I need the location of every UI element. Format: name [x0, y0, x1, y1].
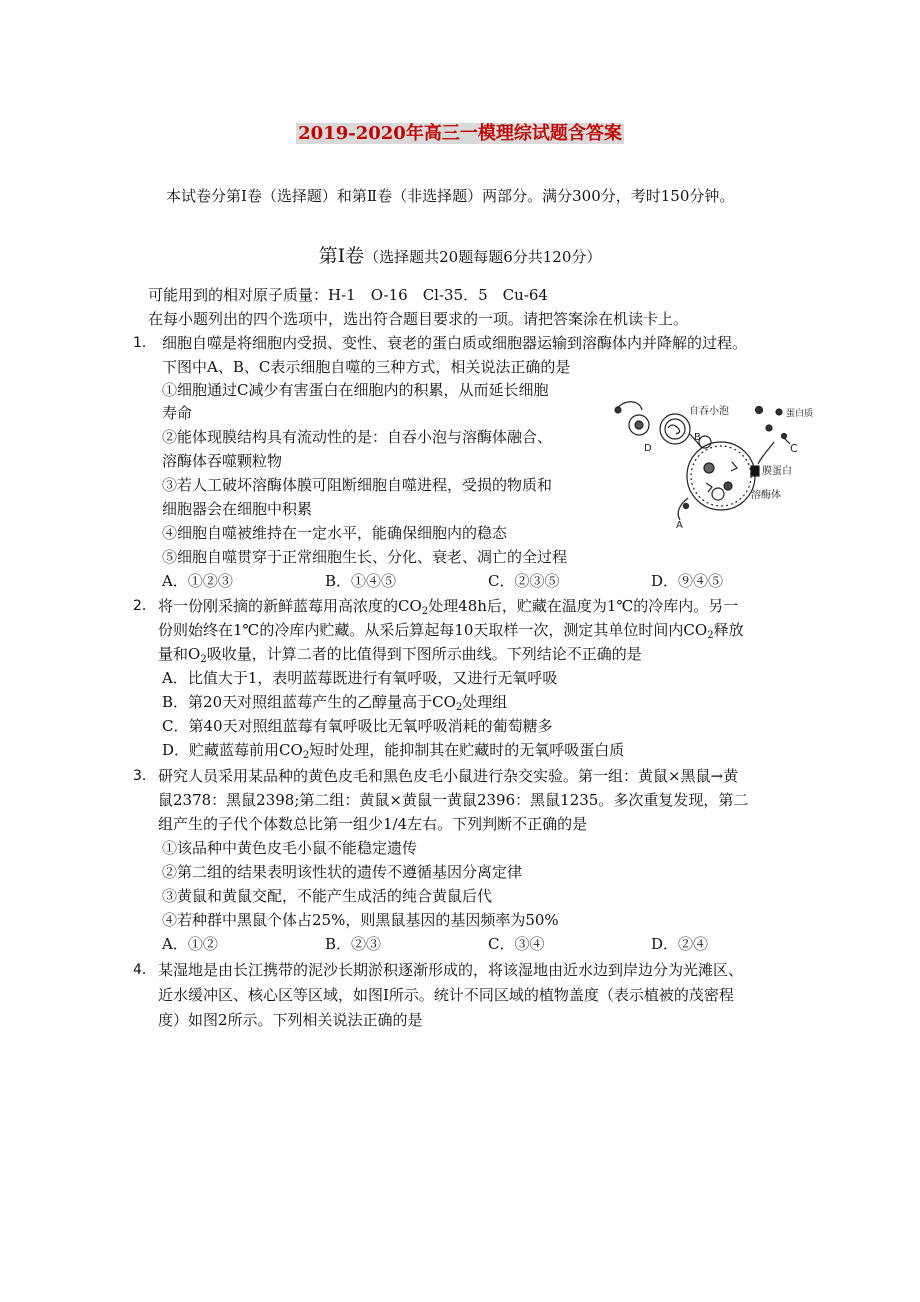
- exam-intro: 本试卷分第Ⅰ卷（选择题）和第Ⅱ卷（非选择题）两部分。满分300分，考时150分钟。: [166, 187, 735, 205]
- q3-stem-line2: 鼠2378：黑鼠2398;第二组：黄鼠×黄鼠一黄鼠2396：黑鼠1235。多次重复发现，第二: [158, 791, 749, 809]
- protein-arrow: [758, 442, 774, 464]
- q2-stem-line2: 份则始终在1℃的冷库内贮藏。从采后算起每10天取样一次，测定其单位时间内$CO_2$释放: [158, 621, 744, 641]
- q1-statement-1a: ①细胞通过C减少有害蛋白在细胞内的积累，从而延长细胞: [162, 381, 549, 399]
- autophagy-diagram: [606, 398, 832, 532]
- q1-stem-line2: 下图中A、B、C表示细胞自噬的三种方式，相关说法正确的是: [162, 358, 571, 376]
- part-1-heading: [0, 246, 920, 267]
- lysosome-inner-membrane: [691, 446, 751, 506]
- q3-statement-1: ①该品种中黄色皮毛小鼠不能稳定遗传: [162, 839, 418, 857]
- mitochondrion: [668, 425, 680, 434]
- instruction: 在每小题列出的四个选项中，选出符合题目要求的一项。请把答案涂在机读卡上。: [148, 310, 689, 328]
- part-1-note: （选择题共20题每题6分共120分）: [364, 248, 602, 266]
- q3-statement-3: ③黄鼠和黄鼠交配，不能产生成活的纯合黄鼠后代: [162, 887, 493, 905]
- label-b: B: [694, 432, 701, 443]
- atomic-masses: 可能用到的相对原子质量：H-1 O-16 Cl-35．5 Cu-64: [148, 286, 548, 304]
- q3-option-c[interactable]: C．③④: [488, 935, 545, 953]
- q1-statement-3a: ③若人工破坏溶酶体膜可阻断细胞自噬进程，受损的物质和: [162, 476, 553, 494]
- q1-number: 1．: [133, 335, 156, 351]
- title-text: 2019-2020年高三一模理综试题含答案: [298, 123, 622, 144]
- membrane-protein: [751, 466, 759, 476]
- q1-option-c[interactable]: C．②③⑤: [488, 572, 560, 590]
- q1-statement-4: ④细胞自噬被维持在一定水平，能确保细胞内的稳态: [162, 524, 508, 542]
- lysosome-content: [731, 462, 737, 471]
- q2-number: 2．: [133, 598, 156, 614]
- label-membrane-protein: 膜蛋白: [762, 466, 792, 477]
- q3-stem-line1: 研究人员采用某品种的黄色皮毛和黑色皮毛小鼠进行杂交实验。第一组：黄鼠×黑鼠→黄: [158, 767, 739, 785]
- q2-option-c[interactable]: C．第40天对照组蓝莓有氧呼吸比无氧呼吸消耗的葡萄糖多: [162, 717, 553, 735]
- particle: [615, 407, 621, 413]
- q4-stem-line1: 某湿地是由长江携带的泥沙长期淤积逐渐形成的，将该湿地由近水边到岸边分为光滩区、: [158, 961, 744, 979]
- q3-number: 3．: [133, 768, 156, 784]
- q1-statement-2a: ②能体现膜结构具有流动性的是：自吞小泡与溶酶体融合、: [162, 428, 553, 446]
- q3-options: [162, 934, 814, 954]
- q1-option-b[interactable]: B．①④⑤: [325, 572, 397, 590]
- label-a: A: [676, 520, 683, 531]
- q4-stem-line3: 度）如图2所示。下列相关说法正确的是: [158, 1011, 423, 1029]
- label-lysosome: 溶酶体: [751, 490, 781, 501]
- q1-stem-line1: 细胞自噬是将细胞内受损、变性、衰老的蛋白质或细胞器运输到溶酶体内并降解的过程。: [162, 334, 748, 352]
- q1-statement-1b: 寿命: [162, 404, 193, 422]
- q1-statement-3b: 细胞器会在细胞中积累: [162, 500, 313, 518]
- label-d: D: [644, 443, 652, 454]
- vesicle-d-core: [635, 421, 643, 429]
- protein-blob: [766, 425, 772, 431]
- q1-statement-5: ⑤细胞自噬贯穿于正常细胞生长、分化、衰老、凋亡的全过程: [162, 548, 568, 566]
- q4-stem-line2: 近水缓冲区、核心区等区域，如图Ⅰ所示。统计不同区域的植物盖度（表示植被的茂密程: [158, 986, 734, 1004]
- q2-option-b[interactable]: B．第20天对照组蓝莓产生的乙醇量高于$CO_2$处理组: [162, 693, 508, 713]
- page-title: [0, 124, 920, 144]
- q4-number: 4．: [133, 962, 156, 978]
- q2-option-a[interactable]: A．比值大于1，表明蓝莓既进行有氧呼吸，又进行无氧呼吸: [162, 669, 558, 687]
- part-1-title: 第Ⅰ卷: [318, 245, 365, 267]
- q3-statement-2: ②第二组的结果表明该性状的遗传不遵循基因分离定律: [162, 863, 523, 881]
- q2-stem-line1: 将一份刚采摘的新鲜蓝莓用高浓度的$CO_2$处理48h后，贮藏在温度为1℃的冷库内。另一: [158, 597, 739, 617]
- protein-blob: [756, 407, 763, 414]
- q1-option-a[interactable]: A．①②③: [162, 572, 233, 590]
- protein-blob: [782, 434, 787, 439]
- q3-statement-4: ④若种群中黑鼠个体占25%，则黑鼠基因的基因频率为50%: [162, 911, 559, 929]
- q1-statement-2b: 溶酶体吞噬颗粒物: [162, 452, 283, 470]
- q1-option-d[interactable]: D．⑨④⑤: [651, 572, 724, 590]
- lysosome-content: [706, 483, 712, 492]
- autophagic-vesicle-inner: [665, 419, 685, 439]
- q2-stem-line3: 量和$O_2$吸收量，计算二者的比值得到下图所示曲线。下列结论不正确的是: [158, 645, 642, 665]
- q1-options: [162, 571, 814, 591]
- label-c: C: [790, 442, 798, 455]
- q2-option-d[interactable]: D．贮藏蓝莓前用$CO_2$短时处理，能抑制其在贮藏时的无氧呼吸蛋白质: [162, 741, 625, 761]
- lysosome-content: [724, 482, 732, 490]
- label-vesicle: 自吞小泡: [689, 406, 729, 417]
- particle: [684, 504, 689, 509]
- q3-option-b[interactable]: B．②③: [325, 935, 382, 953]
- q3-stem-line3: 组产生的子代个体数总比第一组少1/4左右。下列判断不正确的是: [158, 815, 588, 833]
- lysosome-content: [704, 463, 714, 473]
- q3-option-d[interactable]: D．②④: [651, 935, 709, 953]
- q3-option-a[interactable]: A．①②: [162, 935, 218, 953]
- protein-blob: [776, 409, 782, 415]
- lysosome-content: [712, 488, 724, 500]
- label-protein: 蛋白质: [786, 409, 814, 419]
